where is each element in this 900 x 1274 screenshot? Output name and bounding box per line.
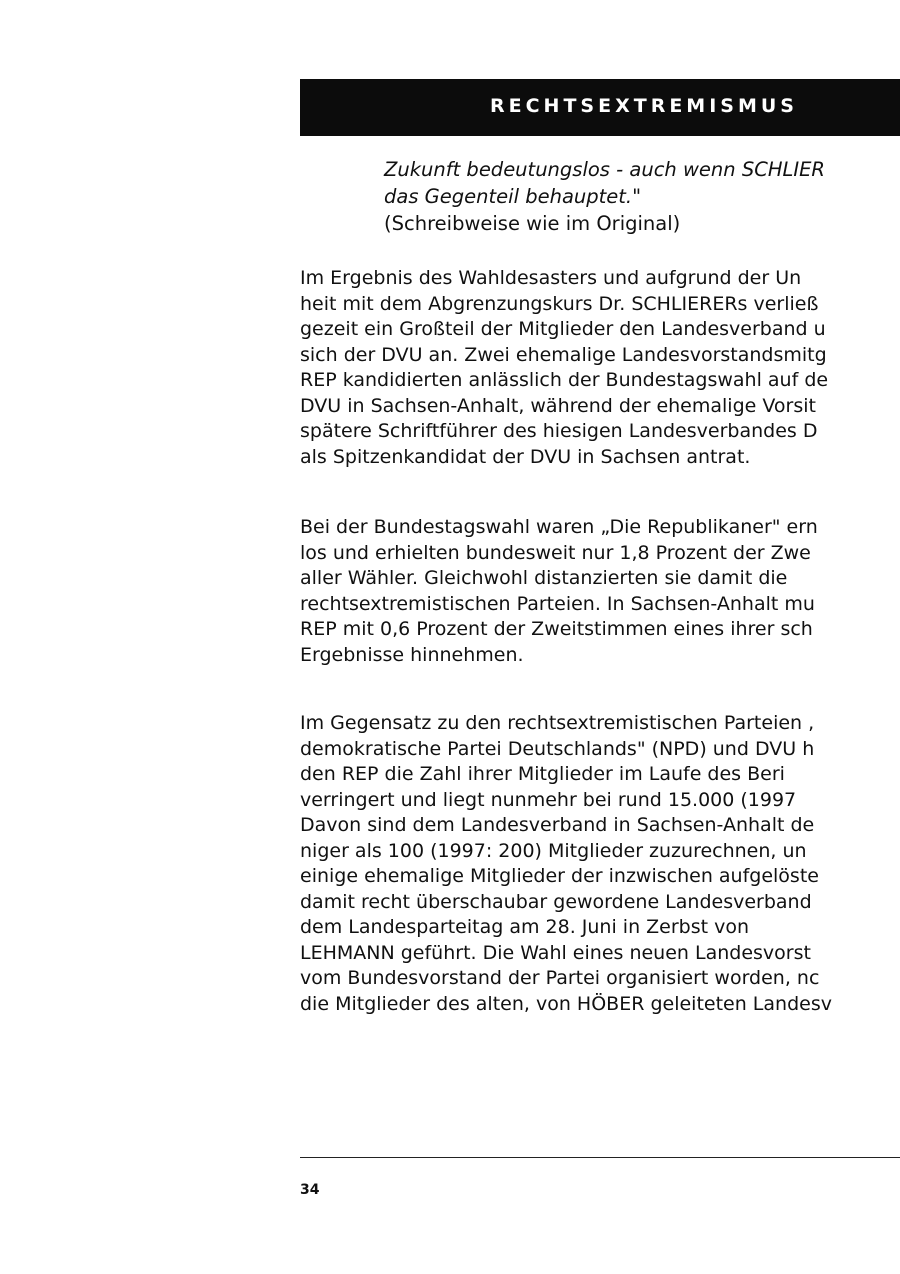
text-line: heit mit dem Abgrenzungskurs Dr. SCHLIERERs verließ	[300, 292, 819, 315]
text-line: DVU in Sachsen-Anhalt, während der ehemalige Vorsit	[300, 394, 816, 417]
text-line: REP kandidierten anlässlich der Bundestagswahl auf de	[300, 369, 829, 391]
text-line: LEHMANN geführt. Die Wahl eines neuen Landesvorst	[300, 941, 811, 964]
text-line: sich der DVU an. Zwei ehemalige Landesvorstandsmitg	[300, 343, 827, 366]
text-line: spätere Schriftführer des hiesigen Landesverbandes D	[300, 420, 818, 442]
section-title: RECHTSEXTREMISMUS	[490, 95, 798, 117]
quote-block	[384, 156, 900, 237]
text-line: REP mit 0,6 Prozent der Zweitstimmen eines ihrer sch	[300, 618, 813, 640]
footer-divider	[300, 1157, 900, 1158]
body-paragraph-1	[300, 266, 900, 470]
text-line: Davon sind dem Landesverband in Sachsen-Anhalt de	[300, 814, 815, 836]
text-line: die Mitglieder des alten, von HÖBER geleiteten Landesv	[300, 992, 832, 1015]
body-paragraph-2	[300, 515, 900, 668]
text-line: damit recht überschaubar gewordene Landesverband	[300, 890, 812, 913]
text-line: Ergebnisse hinnehmen.	[300, 643, 524, 666]
text-line: aller Wähler. Gleichwohl distanzierten sie damit die	[300, 567, 788, 589]
text-line: vom Bundesvorstand der Partei organisiert worden, nc	[300, 967, 820, 989]
page-number: 34	[300, 1182, 320, 1198]
text-line: den REP die Zahl ihrer Mitglieder im Laufe des Beri	[300, 763, 785, 785]
text-line: demokratische Partei Deutschlands" (NPD) und DVU h	[300, 737, 815, 760]
text-line: als Spitzenkandidat der DVU in Sachsen antrat.	[300, 445, 751, 468]
text-line: rechtsextremistischen Parteien. In Sachsen-Anhalt mu	[300, 592, 815, 615]
text-line: los und erhielten bundesweit nur 1,8 Prozent der Zwe	[300, 541, 811, 564]
text-line: Im Ergebnis des Wahldesasters und aufgrund der Un	[300, 267, 802, 289]
quote-source-note: (Schreibweise wie im Original)	[384, 212, 681, 235]
text-line: Bei der Bundestagswahl waren „Die Republikaner" ern	[300, 516, 818, 538]
text-line: Im Gegensatz zu den rechtsextremistischen Parteien ,	[300, 712, 815, 734]
text-line: gezeit ein Großteil der Mitglieder den Landesverband u	[300, 318, 826, 340]
text-line: verringert und liegt nunmehr bei rund 15.000 (1997	[300, 788, 797, 811]
quote-line: das Gegenteil behauptet."	[384, 185, 642, 208]
text-line: einige ehemalige Mitglieder der inzwischen aufgelöste	[300, 865, 819, 887]
section-header-bar	[300, 79, 900, 136]
quote-line: Zukunft bedeutungslos - auch wenn SCHLIER	[384, 158, 825, 181]
text-line: dem Landesparteitag am 28. Juni in Zerbst von	[300, 916, 750, 938]
text-line: niger als 100 (1997: 200) Mitglieder zuzurechnen, un	[300, 839, 807, 862]
body-paragraph-3	[300, 711, 900, 1017]
